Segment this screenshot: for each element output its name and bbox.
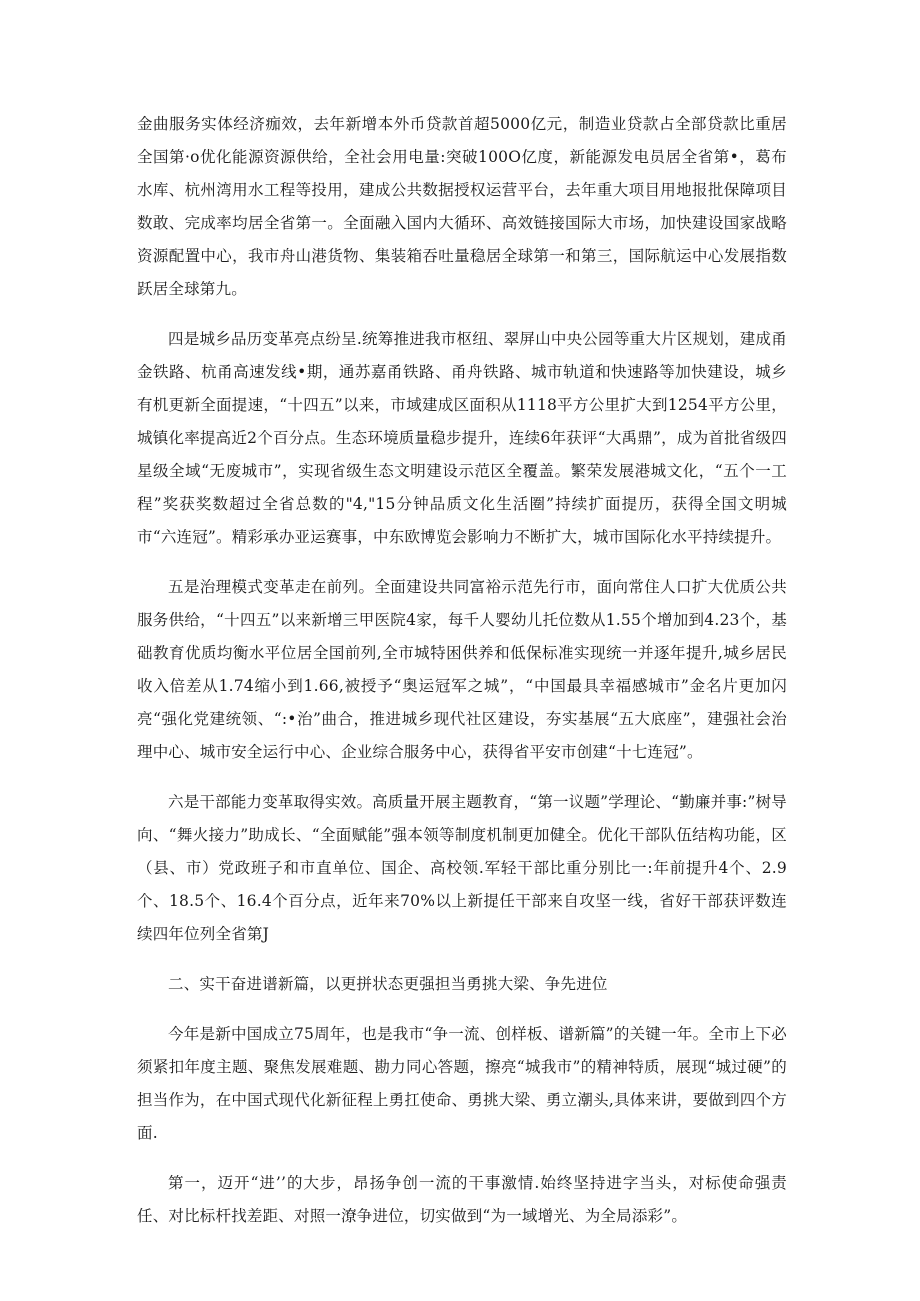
section-heading: 二、实干奋进谱新篇，以更拼状态更强担当勇挑大梁、争先进位 [168, 975, 608, 993]
paragraph-4: 六是干部能力变革取得实效。高质量开展主题教育，“第一议题”学理论、“勤廉并事:”树导向、“舞火接力”助成长、“全面赋能”强本领等制度机制更加健全。优化干部队伍结构功能，区（县、市）党政班子和市直单位、国企、高校领.军轻干部比重分别比一:年前提升4个、2.9个、18.5个、16.4个百分点，近年来70%以上新提任干部来自攻坚一线，省好干部获评数连续四年位列全省第J [137, 793, 787, 943]
paragraph-3: 五是治理模式变革走在前列。全面建设共同富裕示范先行市，面向常住人口扩大优质公共服务供给，“十四五”以来新增三甲医院4家，每千人婴幼儿托位数从1.55个增加到4.23个，基础教育优质均衡水平位居全国前列,全市城特困供养和低保标准实现统一并逐年提升,城乡居民收入倍差从1.74缩小到1.66,被授予“奥运冠军之城”，“中国最具幸福感城市”金名片更加闪亮“强化党建统领、“:•治”曲合，推进城乡现代社区建设，夯实基展“五大底座”，建强社会治理中心、城市安全运行中心、企业综合服务中心，获得省平安市创建“十七连冠”。 [137, 578, 787, 761]
paragraph-1: 金曲服务实体经济痂效，去年新增本外币贷款首超5000亿元，制造业贷款占全部贷款比重居全国第·o优化能源资源供给，全社会用电量:突破100O亿度，新能源发电员居全省第•，葛布水库、杭州湾用水工程等投用，建成公共数据授权运营平台，去年重大项目用地报批保障项目数敢、完成率均居全省第一。全面融入国内大循环、高效链接国际大市场，加快建设国家战略资源配置中心，我市舟山港货物、集装箱吞吐量稳居全球第一和第三，国际航运中心发展指数跃居全球第九。 [137, 115, 787, 298]
paragraph-2: 四是城乡品历变革亮点纷呈.统筹推进我市枢纽、翠屏山中央公园等重大片区规划，建成甬金铁路、杭甬高速发线•期，通苏嘉甬铁路、甬舟铁路、城市轨道和快速路等加快建设，城乡有机更新全面提速，“十四五”以来，市域建成区面积从1118平方公里扩大到1254平方公里，城镇化率提高近2个百分点。生态环境质量稳步提升，连续6年获评“大禹鼎”，成为首批省级四星级全域“无废城市”，实现省级生态文明建设示范区全覆盖。繁荣发展港城文化，“五个一工程”奖获奖数超过全省总数的"4,"15分钟品质文化生活圈”持续扩面提历，获得全国文明城市“六连冠”。精彩承办亚运赛事，中东欧博览会影响力不断扩大，城市国际化水平持续提升。 [137, 330, 787, 546]
paragraph-6: 第一，迈开“进’’的大步，昂扬争创一流的干事激情.始终坚持进字当头，对标使命强责任、对比标杆找差距、对照一潦争进位，切实做到“为一域增光、为全局添彩”。 [137, 1174, 787, 1225]
paragraph-5: 今年是新中国成立75周年，也是我市“争一流、创样板、谱新篇”的关键一年。全市上下必须紧扣年度主题、聚焦发展难题、勘力同心答题，擦亮“城我市”的精神特质，展现“城过硬”的担当作为，在中国式现代化新征程上勇扛使命、勇挑大梁、勇立潮头,具体来讲，要做到四个方面. [137, 1025, 787, 1142]
document-page [137, 108, 787, 1250]
